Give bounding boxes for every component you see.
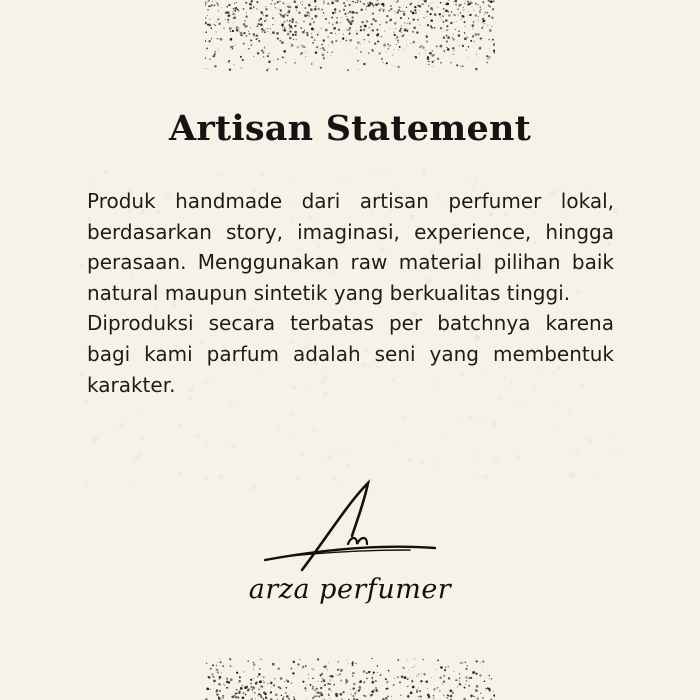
bottom-speckle-texture	[205, 658, 495, 700]
page-title: Artisan Statement	[169, 108, 531, 149]
top-speckle-pattern	[205, 0, 495, 72]
brand-name: arza perfumer	[248, 574, 452, 605]
brand-logo	[230, 478, 470, 633]
statement-body	[87, 186, 614, 400]
bottom-speckle-pattern	[205, 658, 495, 700]
statement-paragraph-2: Diproduksi secara terbatas per batchnya karena bagi kami parfum adalah seni yang membentuk karakter.	[87, 311, 614, 397]
signature-mark	[230, 478, 470, 578]
statement-paragraph-1: Produk handmade dari artisan perfumer lokal, berdasarkan story, imaginasi, experience, hingga perasaan. Menggunakan raw material pilihan baik natural maupun sintetik yang berkualitas tinggi.	[87, 189, 614, 305]
top-speckle-texture	[205, 0, 495, 72]
